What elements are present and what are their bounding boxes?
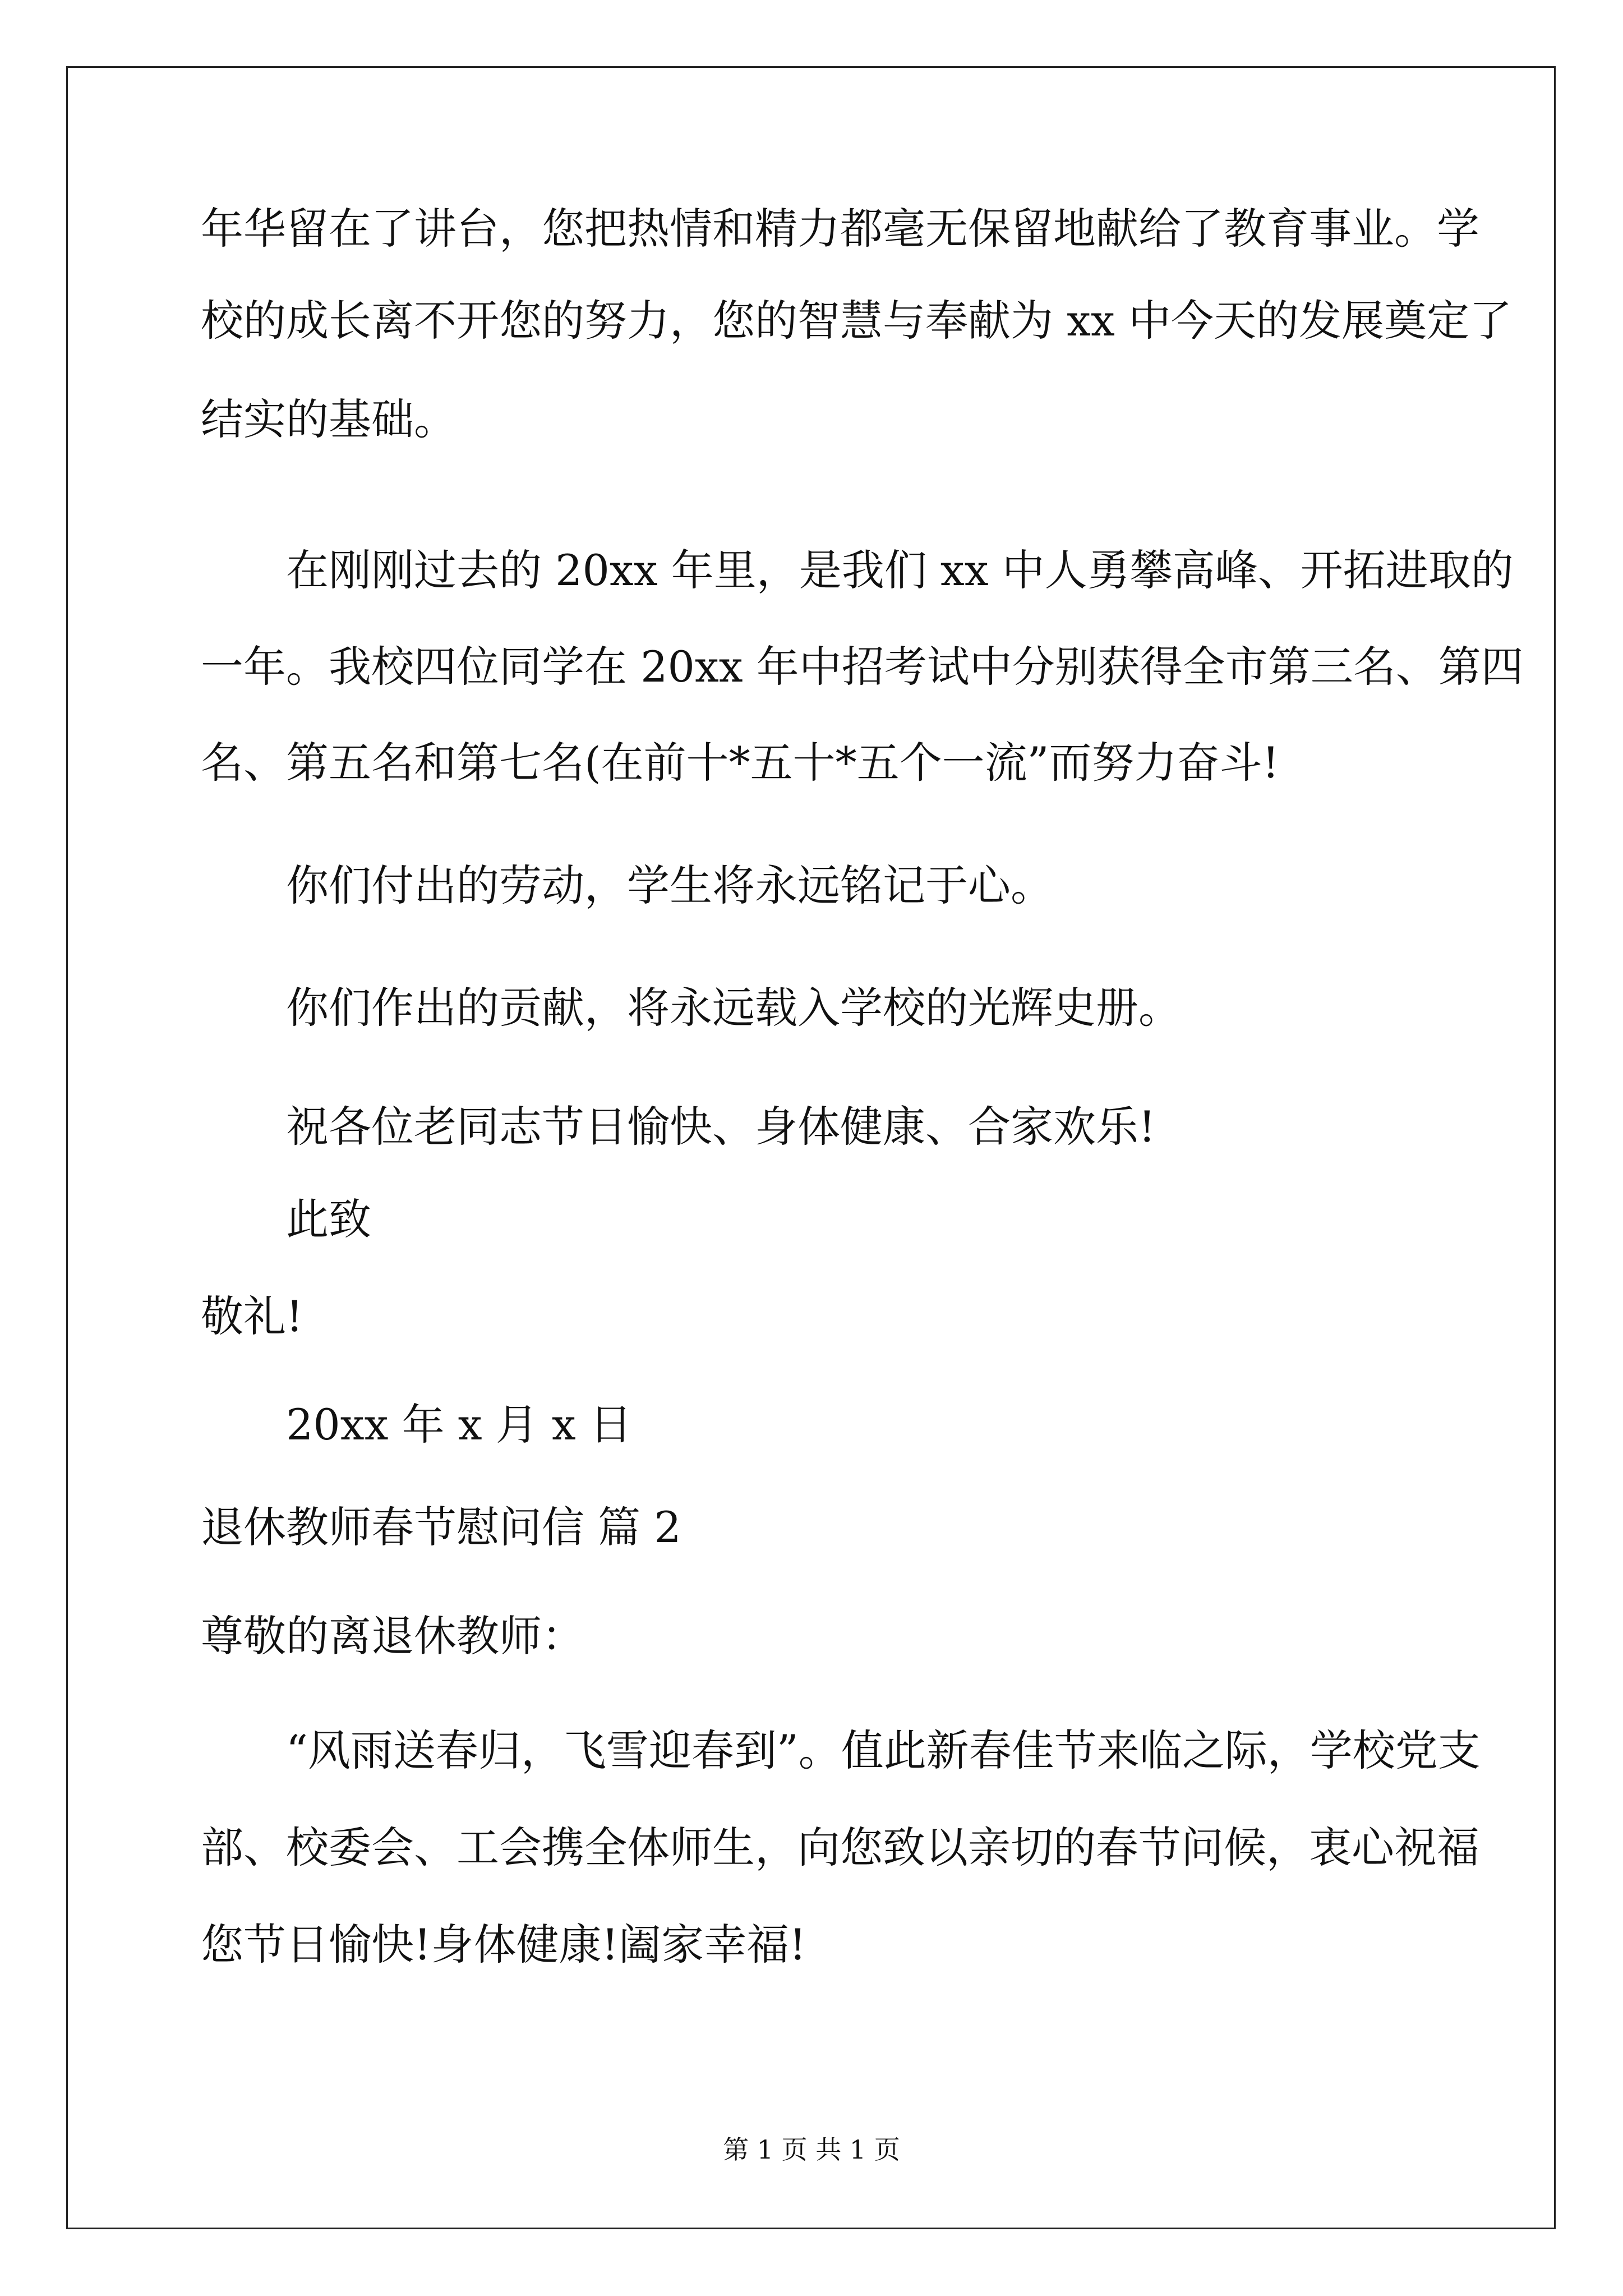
section-title: 退休教师春节慰问信 篇 2: [201, 1502, 681, 1552]
text-line: 名、第五名和第七名(在前十*五十*五个一流”而努力奋斗!: [201, 738, 1280, 788]
text-line: 您节日愉快!身体健康!阖家幸福!: [201, 1920, 806, 1970]
text-line: 部、校委会、工会携全体师生，向您致以亲切的春节问候，衷心祝福: [201, 1823, 1479, 1872]
text-line: 你们作出的贡献，将永远载入学校的光辉史册。: [286, 983, 1181, 1033]
text-line: “风雨送春归，飞雪迎春到”。值此新春佳节来临之际，学校党支: [286, 1726, 1481, 1775]
text-line: 结实的基础。: [201, 394, 457, 444]
greeting-line: 尊敬的离退休教师：: [201, 1611, 584, 1661]
text-line: 你们付出的劳动，学生将永远铭记于心。: [286, 861, 1053, 910]
text-line: 校的成长离不开您的努力，您的智慧与奉献为 xx 中今天的发展奠定了: [201, 296, 1513, 346]
page-number-footer: 第 1 页 共 1 页: [723, 2134, 900, 2165]
text-line: 一年。我校四位同学在 20xx 年中招考试中分别获得全市第三名、第四: [201, 642, 1524, 692]
text-line: 在刚刚过去的 20xx 年里，是我们 xx 中人勇攀高峰、开拓进取的: [286, 545, 1514, 595]
text-line: 祝各位老同志节日愉快、身体健康、合家欢乐!: [286, 1102, 1156, 1152]
text-line: 年华留在了讲台，您把热情和精力都毫无保留地献给了教育事业。学: [201, 204, 1479, 254]
date-line: 20xx 年 x 月 x 日: [286, 1400, 632, 1450]
salutation-closing: 敬礼!: [201, 1291, 303, 1341]
closing-phrase: 此致: [286, 1194, 371, 1244]
